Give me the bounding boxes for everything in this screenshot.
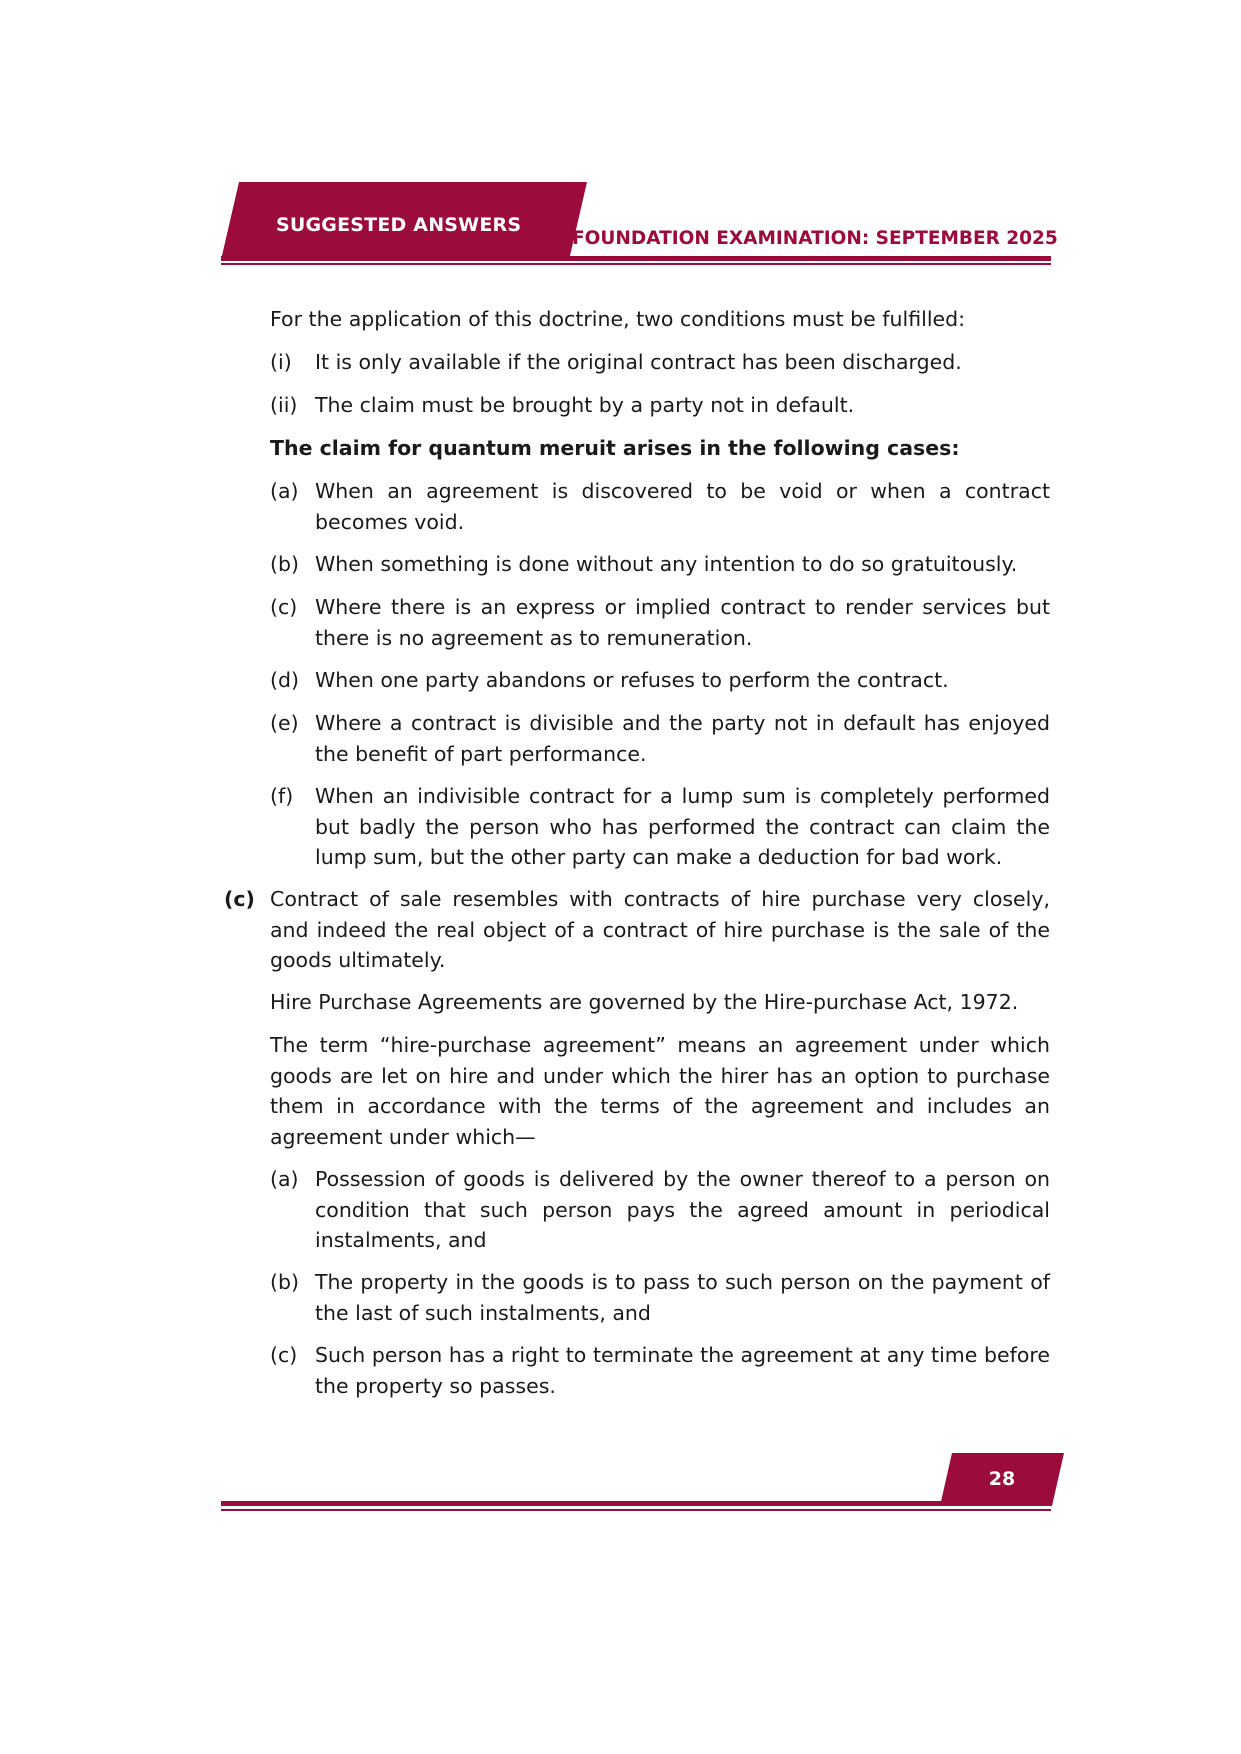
list-item [270,549,1050,580]
list-text: Where there is an express or implied contract to render services but there is no agreement as to remuneration. [315,595,1050,650]
hire-purchase-act-paragraph: Hire Purchase Agreements are governed by the Hire-purchase Act, 1972. [270,990,1019,1014]
list-marker: (ii) [270,393,298,417]
header-rule-thin [221,263,1051,265]
list-text: Possession of goods is delivered by the owner thereof to a person on condition that such person pays the agreed amount in periodical instalments, and [315,1167,1050,1252]
list-marker: (b) [270,1270,300,1294]
list-marker: (e) [270,711,299,735]
section-c-marker: (c) [224,887,255,911]
list-text: When one party abandons or refuses to perform the contract. [315,668,949,692]
list-text: When an indivisible contract for a lump sum is completely performed but badly the person who has performed the contract can claim the lump sum, but the other party can make a deduction for bad work. [315,784,1050,869]
definition-paragraph: The term “hire-purchase agreement” means an agreement under which goods are let on hire and under which the hirer has an option to purchase them in accordance with the terms of the agreement and includes an agreement under which— [270,1033,1050,1149]
header-rule [221,256,1051,261]
list-item [270,1267,1050,1328]
list-marker: (b) [270,552,300,576]
quantum-heading: The claim for quantum meruit arises in the following cases: [270,436,960,460]
intro-paragraph: For the application of this doctrine, two conditions must be fulfilled: [270,307,966,331]
list-item [270,1164,1050,1256]
header-tab-label: SUGGESTED ANSWERS [276,214,522,236]
list-text: The claim must be brought by a party not in default. [315,393,855,417]
footer-rule-thin [221,1509,1051,1511]
list-item [270,665,1050,696]
list-marker: (d) [270,668,300,692]
list-item [270,1340,1050,1401]
list-marker: (i) [270,350,292,374]
list-text: Where a contract is divisible and the party not in default has enjoyed the benefit of part performance. [315,711,1050,766]
list-marker: (f) [270,784,294,808]
list-item [270,592,1050,653]
list-marker: (c) [270,1343,298,1367]
list-text: It is only available if the original contract has been discharged. [315,350,962,374]
list-marker: (c) [270,595,298,619]
exam-title: FOUNDATION EXAMINATION: SEPTEMBER 2025 [572,228,1058,249]
list-item [270,347,1050,378]
footer-rule [221,1501,1051,1506]
list-item [270,708,1050,769]
list-item [270,781,1050,873]
section-c-paragraph: Contract of sale resembles with contracts of hire purchase very closely, and indeed the real object of a contract of hire purchase is the sale of the goods ultimately. [270,887,1050,972]
list-text: When something is done without any intention to do so gratuitously. [315,552,1018,576]
list-text: The property in the goods is to pass to such person on the payment of the last of such instalments, and [315,1270,1050,1325]
page-number: 28 [988,1468,1016,1490]
list-text: When an agreement is discovered to be void or when a contract becomes void. [315,479,1050,534]
list-marker: (a) [270,1167,299,1191]
list-text: Such person has a right to terminate the agreement at any time before the property so passes. [315,1343,1050,1398]
list-marker: (a) [270,479,299,503]
list-item [270,390,1050,421]
list-item [270,476,1050,537]
